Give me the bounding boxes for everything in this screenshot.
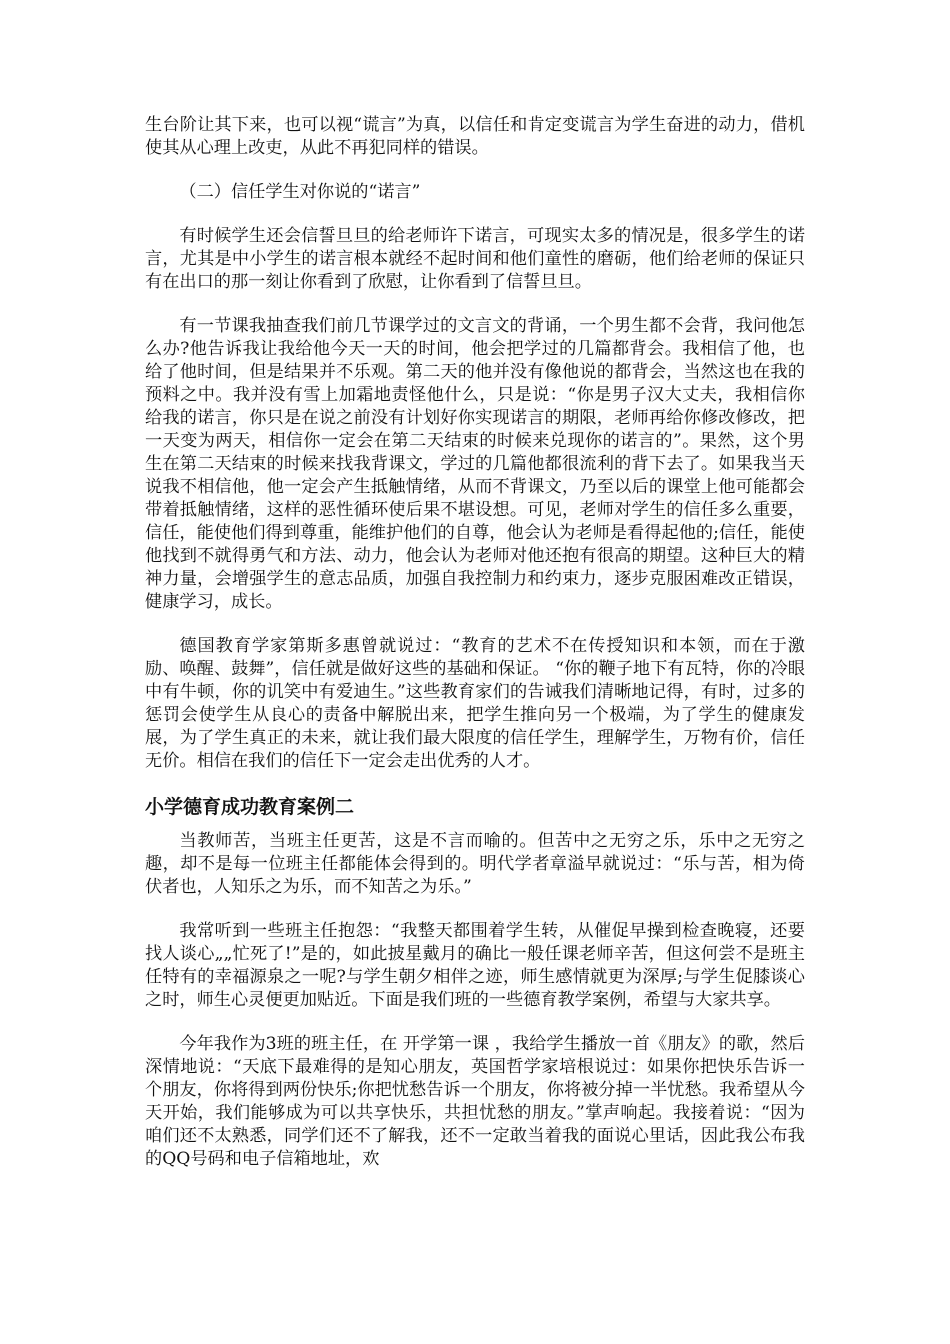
subheading-trust-promises: （二）信任学生对你说的“诺言” [179, 182, 421, 202]
document-page [145, 114, 805, 1192]
paragraph-teacher-hardship: 当教师苦，当班主任更苦，这是不言而喻的。但苦中之无穷之乐，乐中之无穷之趣，却不是每一位班主任都能体会得到的。明代学者章溢早就说过：“乐与苦，相为倚伏者也，人知乐之为乐，而不知苦之为乐。” [145, 831, 805, 897]
paragraph-diesterweg-quote: 德国教育学家第斯多惠曾就说过：“教育的艺术不在传授知识和本领，而在于激励、唤醒、鼓舞”，信任就是做好这些的基础和保证。 “你的鞭子地下有瓦特，你的冷眼中有牛顿，你的讥笑中有爱迪生。”这些教育家们的告诫我们清晰地记得，有时，过多的惩罚会使学生从良心的责备中解脱出来，把学生推向另一个极端，为了学生的健康发展，为了学生真正的未来，就让我们最大限度的信任学生，理解学生，万物有价，信任无价。相信在我们的信任下一定会走出优秀的人才。 [145, 636, 805, 771]
paragraph-student-promises: 有时候学生还会信誓旦旦的给老师许下诺言，可现实太多的情况是，很多学生的诺言，尤其是中小学生的诺言根本就经不起时间和他们童性的磨砺，他们给老师的保证只有在出口的那一刻让你看到了欣慰，让你看到了信誓旦旦。 [145, 226, 805, 292]
paragraph-teacher-complaints: 我常听到一些班主任抱怨：“我整天都围着学生转，从催促早操到检查晚寝，还要找人谈心„„忙死了!”是的，如此披星戴月的确比一般任课老师辛苦，但这何尝不是班主任特有的幸福源泉之一呢?与学生朝夕相伴之迹，师生感情就更为深厚;与学生促膝谈心之时，师生心灵便更加贴近。下面是我们班的一些德育教学案例，希望与大家共享。 [145, 921, 805, 1010]
paragraph-first-class: 今年我作为3班的班主任，在 开学第一课 ，我给学生播放一首《朋友》的歌，然后深情地说：“天底下最难得的是知心朋友，英国哲学家培根说过：如果你把快乐告诉一个朋友，你将得到两份快乐;你把忧愁告诉一个朋友，你将被分掉一半忧愁。我希望从今天开始，我们能够成为可以共享快乐，共担忧愁的朋友。”掌声响起。我接着说：“因为咱们还不太熟悉，同学们还不了解我，还不一定敢当着我的面说心里话，因此我公布我的QQ号码和电子信箱地址，欢 [145, 1034, 805, 1169]
section-title: 小学德育成功教育案例二 [145, 796, 355, 818]
paragraph-recitation-story: 有一节课我抽查我们前几节课学过的文言文的背诵，一个男生都不会背，我问他怎么办?他告诉我让我给他今天一天的时间，他会把学过的几篇都背会。我相信了他，也给了他时间，但是结果并不乐观。第二天的他并没有像他说的都背会，当然这也在我的预料之中。我并没有雪上加霜地责怪他什么，只是说：“你是男子汉大丈夫，我相信你给我的诺言，你只是在说之前没有计划好你实现诺言的期限，老师再给你修改修改，把一天变为两天，相信你一定会在第二天结束的时候来兑现你的诺言的”。果然，这个男生在第二天结束的时候来找我背课文，学过的几篇他都很流利的背下去了。如果我当天说我不相信他，他一定会产生抵触情绪，从而不背课文，乃至以后的课堂上他可能都会带着抵触情绪，这样的恶性循环使后果不堪设想。可见，老师对学生的信任多么重要，信任，能使他们得到尊重，能维护他们的自尊，他会认为老师是看得起他的;信任，能使他找到不就得勇气和方法、动力，他会认为老师对他还抱有很高的期望。这种巨大的精神力量，会增强学生的意志品质，加强自我控制力和约束力，逐步克服困难改正错误，健康学习，成长。 [145, 316, 805, 612]
paragraph-continuation: 生台阶让其下来，也可以视“谎言”为真，以信任和肯定变谎言为学生奋进的动力，借机使其从心理上改吏，从此不再犯同样的错误。 [145, 115, 805, 158]
